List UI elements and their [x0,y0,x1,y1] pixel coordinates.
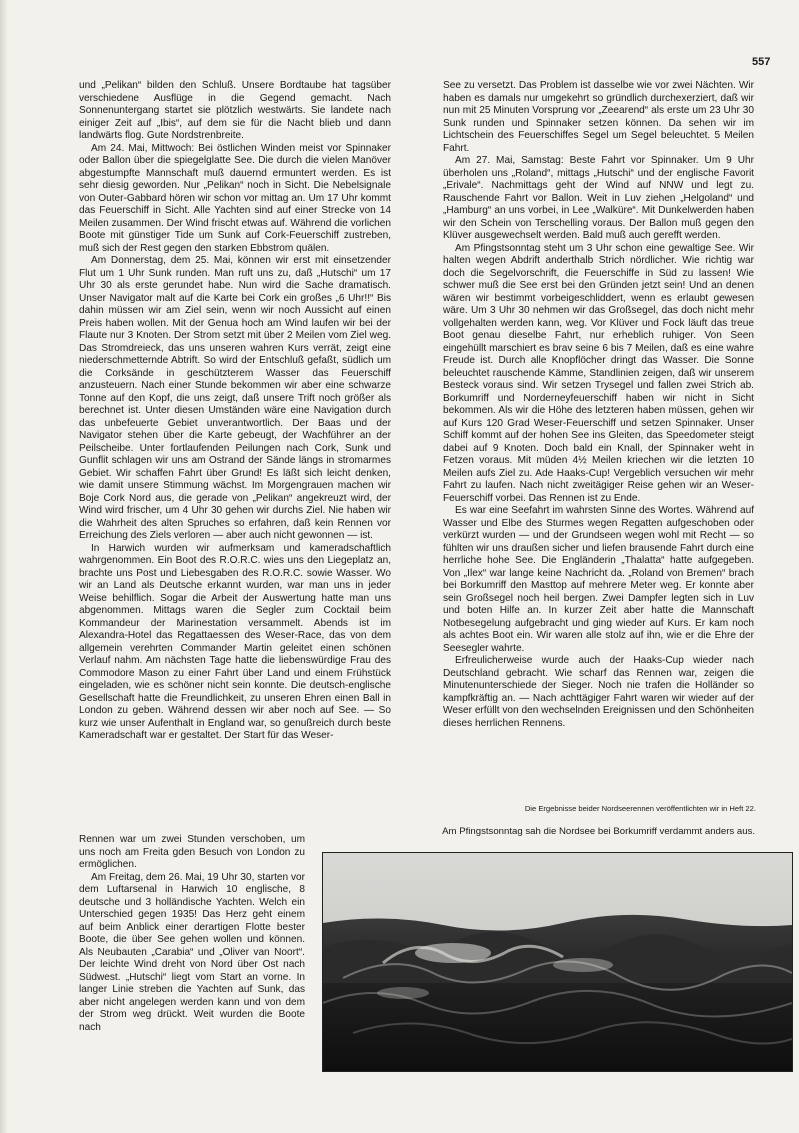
paragraph: Es war eine Seefahrt im wahrsten Sinne des Wortes. Während auf Wasser und Elbe des Sturmes wegen Regatten aufgeschoben oder verkürzt wurden — und der Grundseen wegen wohl mit Recht — so fühlten wir uns draußen sicher und liefen brausende Fahrt durch eine herrliche hohe See. Die Engländerin „Thalatta“ hatte aufgegeben. Von „Ilex“ war lange keine Nachricht da. „Roland von Bremen“ brach bei Borkumriff den Masttop auf mehrere Meter weg. Er konnte aber sein Großsegel noch heil bergen. Zwei Dampfer legten sich in Luv und boten Hilfe an. In kurzer Zeit aber hatte die Mannschaft Notbesegelung aufgebracht und ging wieder auf Kurs. Er kam noch als achtes Boot ein. Wir waren alle stolz auf ihn, wie er die Ehre der Seesegler wahrte. [443,505,754,654]
paragraph: In Harwich wurden wir aufmerksam und kameradschaftlich wahrgenommen. Ein Boot des R.O.R.C. wies uns den Liegeplatz an, brachte uns Post und Liebesgaben des R.O.R.C. sowie Wasser. Wo wir an Land als Deutsche erkannt wurden, war man uns in jeder Weise behilflich. Sogar die Arbeit der Auswertung hatte man uns abgenommen. Mittags waren die Segler zum Cocktail beim Kommandeur der Marinestation versammelt. Abends ist im Alexandra-Hotel das Regattaessen des Weser-Race, das von dem allgemein verehrten Commander Martin geleitet einen schönen Verlauf nahm. Am nächsten Tage hatte die liebenswürdige Frau des Commodore Mason zu einer Fahrt über Land und einem Frühstück eingeladen, wie es schöner nicht sein konnte. Die deutsch-englische Gesellschaft hatte die Freundlichkeit, zu unseren Ehren einen Ball in London zu geben. Während dessen wir aber noch auf See. — So kurz wie unser Aufenthalt in England war, so genußreich durch beste Kameradschaft war er gestaltet. Der Start für das Weser- [79,542,391,741]
left-column-narrow [79,834,305,1034]
paragraph: Erfreulicherweise wurde auch der Haaks-Cup wieder nach Deutschland gebracht. Wie scharf das Rennen war, zeigen die Minutenunterschiede der Sieger. Noch nie trafen die Holländer so kampfkräftig an. — Nach achttägiger Fahrt waren wir wieder auf der Weser erfüllt von den wechselnden Ereignissen und den Schönheiten dieses herrlichen Rennens. [443,655,754,729]
sea-photo [322,852,793,1072]
scan-edge [0,0,8,1133]
paragraph: Am Donnerstag, dem 25. Mai, können wir erst mit einsetzender Flut um 1 Uhr Sunk runden. Man ruft uns zu, daß „Hutschi“ um 17 Uhr 30 als erste gerundet habe. Nun wird die Sache dramatisch. Unser Navigator malt auf die Karte bei Cork ein großes „6 Uhr!!“ Bis dahin müssen wir am Ziel sein, wenn wir noch Aussicht auf einen Preis haben wollen. Mit der Genua hoch am Wind laufen wir bei der Flaute nur 3 Knoten. Der Strom setzt mit über 2 Meilen vom Ziel weg. Das Stromdreieck, das uns unseren wahren Kurs verrät, zeigt eine niederschmetternde Abtrift. So wird der Entschluß gefaßt, südlich um die Corksände in geschützterem Wasser das Feuerschiff anzusteuern. Nach einer Stunde bekommen wir aber eine schwarze Tonne auf den Kopf, die uns zeigt, daß unsere Trift noch größer als berechnet ist. Unter diesen Umständen wäre eine Navigation durch das unbefeuerte Gebiet unverantwortlich. Der Baas und der Navigator stehen über die Karte gebeugt, der Wachführer an der Peilscheibe. Unter fortlaufenden Peilungen nach Cork, Sunk und Gunflit schlagen wir uns am Ostrand der Sände längs in stromarmes Gebiet. Wir schaffen Fahrt über Grund! Es läßt sich leicht denken, wie damit unsere Stimmung wächst. Im Morgengrauen machen wir Boje Cork Nord aus, die gerade von „Pelikan“ angekreuzt wird, der Wind wird frischer, um 4 Uhr 30 gehen wir durchs Ziel. Nie haben wir die Wahrheit des alten Spruches so erfahren, daß kein Rennen vor Erreichung des Ziels verloren — aber auch nicht gewonnen — ist. [79,255,391,541]
paragraph: See zu versetzt. Das Problem ist dasselbe wie vor zwei Nächten. Wir haben es damals nur umgekehrt so gründlich durchexerziert, daß wir nun mit 25 Minuten Vorsprung vor „Zeearend“ als erste um 23 Uhr 30 Sunk runden und Spinnaker setzen können. Da sehen wir im Lichtschein des Feuerschiffes Segel um Segel beleuchtet. 5 Meilen Fahrt. [443,80,754,154]
paragraph: Am 24. Mai, Mittwoch: Bei östlichen Winden meist vor Spinnaker oder Ballon über die spiegelglatte See. Die durch die vielen Manöver abgestumpfte Mannschaft muß dauernd ermuntert werden. Es ist sehr diesig geworden. Nur „Pelikan“ noch in Sicht. Die Nebelsignale von Outer-Gabbard hören wir schon vor mittag an. Um 17 Uhr kommt das Feuerschiff in Sicht. Alle Yachten sind auf einer Strecke von 14 Meilen zusammen. Der Wind frischt etwas auf. Während die vorlichen Boote mit günstiger Tide um Sunk auf Cork-Feuerschiff zustreben, muß sich der Rest gegen den starken Ebbstrom quälen. [79,142,391,254]
page-number: 557 [752,56,771,68]
paragraph: Rennen war um zwei Stunden verschoben, um uns noch am Freita gden Besuch von London zu ermöglichen. [79,834,305,870]
paragraph: Am 27. Mai, Samstag: Beste Fahrt vor Spinnaker. Um 9 Uhr überholen uns „Roland“, mittags „Hutschi“ und der englische Favorit „Erivale“. Nachmittags geht der Wind auf NNW und legt zu. Rauschende Fahrt vor Ballon. Weit in Luv ziehen „Helgoland“ und „Hamburg“ an uns vorbei, in Lee „Walküre“. Mit Dunkelwerden haben wir den Schein von Terschelling voraus. Der Ballon muß gegen den Klüver ausgewechselt werden. Bald muß auch gerefft werden. [443,155,754,241]
paragraph: Am Pfingstsonntag steht um 3 Uhr schon eine gewaltige See. Wir halten wegen Abdrift anderthalb Strich nördlicher. Wie richtig war doch die Segelvorschrift, die Feuerschiffe in Süd zu lassen! Wie schwer muß die See erst bei den Gründen jetzt sein! Und an denen wären wir bestimmt vorbeigeschliddert, wenn es erlaubt gewesen wäre. Um 3 Uhr 30 nehmen wir das Großsegel, das doch nicht mehr vollgehalten werden kann, weg. Vor Klüver und Fock läuft das treue Boot genau dieselbe Fahrt, nur erheblich ruhiger. Von Seen eingehüllt marschiert es brav seine 6 bis 7 Meilen, daß es eine wahre Freude ist. Durch alle Knopflöcher dringt das Wasser. Die Sonne beleuchtet rauschende Kämme, Standlinien zeigen, daß wir unserem Besteck voraus sind. Wir setzen Trysegel und fallen zwei Strich ab. Borkumriff und Norderneyfeuerschiff haben wir nicht in Sicht bekommen. Als wir die Höhe des letzteren haben müssen, gehen wir auf Kurs 120 Grad Weser-Feuerschiff und setzen Spinnaker. Unser Schiff kommt auf der hohen See ins Gleiten, das Speedometer steigt dabei auf 9 Knoten. Doch bald ein Knall, der Spinnaker weht in Fetzen voraus. Mit müden 4½ Meilen kriechen wir die letzten 10 Meilen aufs Ziel zu. Ade Haaks-Cup! Vergeblich versuchen wir mehr Fahrt zu laufen. Nach nicht zweitägiger Reise gehen wir an Weser-Feuerschiff vorbei. Das Rennen ist zu Ende. [443,242,754,504]
photo-caption: Am Pfingstsonntag sah die Nordsee bei Borkumriff verdammt anders aus. [442,826,755,837]
paragraph: und „Pelikan“ bilden den Schluß. Unsere Bordtaube hat tagsüber verschiedene Ausflüge in die Gegend gemacht. Nach Sonnenuntergang startet sie plötzlich westwärts. Sie landete nach einiger Zeit auf „Ibis“, auf dem sie für die Nacht blieb und dann landwärts flog. Gute Nordstrenbreite. [79,80,391,141]
sea-waves-image [323,853,792,1071]
right-column [443,80,754,730]
footnote: Die Ergebnisse beider Nordseerennen veröffentlichten wir in Heft 22. [524,804,756,813]
left-column [79,80,391,743]
paragraph: Am Freitag, dem 26. Mai, 19 Uhr 30, starten vor dem Luftarsenal in Harwich 10 englische, 8 deutsche und 3 holländische Yachten. Welch ein Unterschied gegen 1935! Das Herz geht einem auf beim Anblick einer derartigen Flotte bester Boote, die über See gehen wollen und können. Als Neubauten „Carabia“ und „Oliver van Noort“. Der leichte Wind dreht von Nord über Ost nach Südwest. „Hutschi“ liegt vom Start an vorne. In langer Linie streben die Yachten auf Sunk, das aber nicht angelegen werden kann und von dem der Strom weg drückt. Weit wurden die Boote nach [79,871,305,1033]
